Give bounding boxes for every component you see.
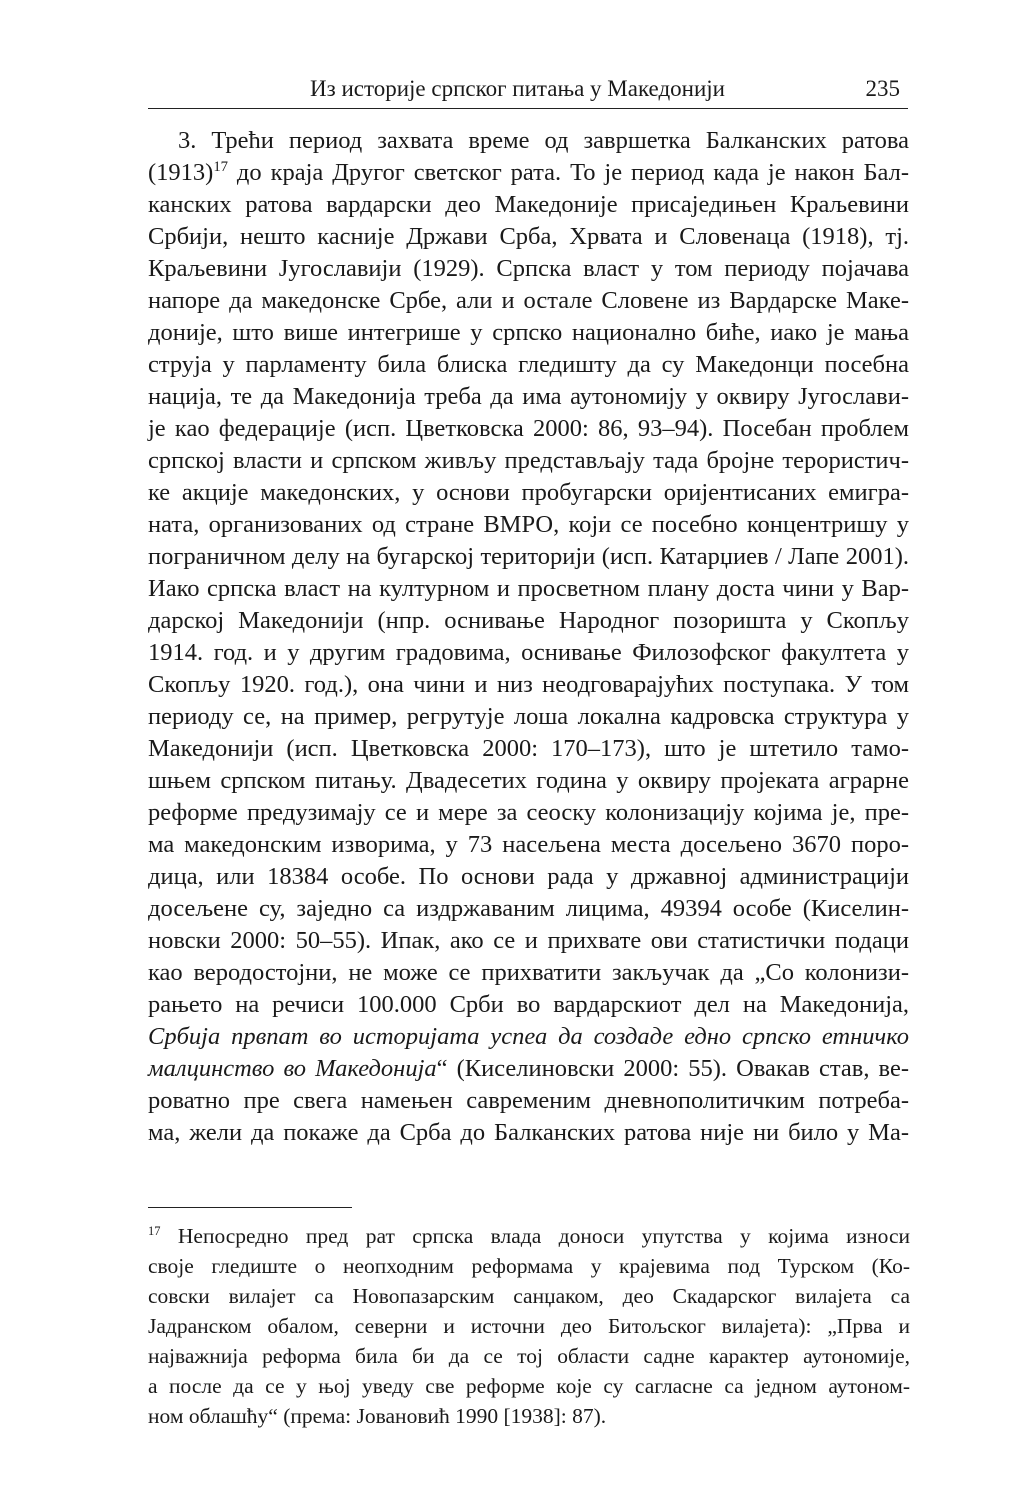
text-line: 1914. год. и у другим градовима, оснивање Филозофског факултета у — [148, 639, 909, 666]
text-line: канских ратова вардарски део Македоније присаједињен Краљевини — [148, 191, 909, 218]
footnote-ref: 17 — [213, 158, 229, 175]
text-line: дица, или 18384 особе. По основи рада у државној администрацији — [148, 863, 909, 890]
text-line: струја у парламенту била блиска гледишту да су Македонци посебна — [148, 351, 909, 378]
footnote-line: $^{17}$ Непосредно пред рат српска влада доноси упутства у којима износи — [148, 1223, 910, 1248]
text-line: Србији, нешто касније Држави Срба, Хрвата и Словенаца (1918), тј. — [148, 223, 909, 250]
italic-quote: Србија првпат во историјата успеа да создаде едно српско етничко — [148, 1023, 909, 1050]
text-line: Скопљу 1920. год.), она чини и низ неодговарајућих поступака. У том — [148, 671, 909, 698]
text-line: 3. Трећи период захвата време од завршетка Балканских ратова — [178, 127, 909, 154]
text-line — [148, 1021, 909, 1053]
text-line: новски 2000: 50–55). Ипак, ако се и прихвате ови статистички подаци — [148, 927, 909, 954]
text-line: досељене су, заједно са издржаваним лицима, 49394 особе (Киселин- — [148, 895, 909, 922]
text-line: пограничном делу на бугарској територији (исп. Катарџиев / Лапе 2001). — [148, 543, 909, 570]
text-line: дарској Македонији (нпр. оснивање Народног позоришта у Скопљу — [148, 607, 909, 634]
text-line: ма, жели да покаже да Срба до Балканских ратова није ни било у Ма- — [148, 1119, 909, 1146]
text-line: ната, организованих од стране ВМРО, који се посебно концентришу у — [148, 511, 909, 538]
italic-quote: малцинство во Македонија — [148, 1055, 437, 1082]
text-line: напоре да македонске Србе, али и остале Словене из Вардарске Маке- — [148, 287, 909, 314]
footnote-marker: 17 — [148, 1223, 161, 1238]
text-line: као веродостојни, не може се прихватити закључак да „Со колонизи- — [148, 959, 909, 986]
text-line: рањето на речиси 100.000 Срби во вардарскиот дел на Македонија, — [148, 991, 909, 1018]
page-number: 235 — [865, 76, 900, 101]
footnote-line: а после да се у њој уведу све реформе које су сагласне са једном аутоном- — [148, 1374, 910, 1398]
text-line: ке акције македонских, у основи пробугарски оријентисаних емигра- — [148, 479, 909, 506]
text-line: нација, те да Македонија треба да има аутономију у оквиру Југослави- — [148, 383, 909, 410]
text-line: Македонији (исп. Цветковска 2000: 170–173), што је штетило тамо- — [148, 735, 909, 762]
text-line: Краљевини Југославији (1929). Српска власт у том периоду појачава — [148, 255, 909, 282]
text-line: Иако српска власт на културном и просветном плану доста чини у Вар- — [148, 575, 909, 602]
footnote-line: ном облашћу“ (према: Јовановић 1990 [1938]: 87). — [148, 1404, 607, 1428]
footnote-line: совски вилајет са Новопазарским санџаком, део Скадарског вилајета са — [148, 1284, 910, 1308]
text-line: шњем српском питању. Двадесетих година у оквиру пројеката аграрне — [148, 767, 909, 794]
running-header — [148, 72, 908, 109]
text-line: реформе предузимају се и мере за сеоску колонизацију којима је, пре- — [148, 799, 909, 826]
text-line: роватно пре свега намењен савременим дневнополитичким потреба- — [148, 1087, 909, 1114]
footnote-divider — [148, 1207, 352, 1208]
text-line: малцинство во Македонија“ (Киселиновски 2000: 55). Овакав став, ве- — [148, 1055, 909, 1082]
text-line: ма македонским изворима, у 73 насељена места досељено 3670 поро- — [148, 831, 909, 858]
footnote-line: најважнија реформа била би да се тој области садне карактер аутономије, — [148, 1344, 910, 1368]
footnote-line: Јадранском обалом, северни и источни део Битољског вилајета): „Прва и — [148, 1314, 910, 1338]
text-line: српској власти и српском живљу представљају тада бројне терористич- — [148, 447, 909, 474]
text-line: је као федерације (исп. Цветковска 2000: 86, 93–94). Посебан проблем — [148, 415, 909, 442]
text-line: $(1913)^{17}$ до краја Другог светског рата. То је период када је након Бал- — [148, 158, 909, 186]
footnote-line: своје гледиште о неопходним реформама у крајевима под Турском (Ко- — [148, 1254, 910, 1278]
text-line: периоду се, на пример, регрутује лоша локална кадровска структура у — [148, 703, 909, 730]
text-line: доније, што више интегрише у српско национално биће, иако је мања — [148, 319, 909, 346]
running-title: Из историје српског питања у Македонији — [310, 76, 725, 101]
